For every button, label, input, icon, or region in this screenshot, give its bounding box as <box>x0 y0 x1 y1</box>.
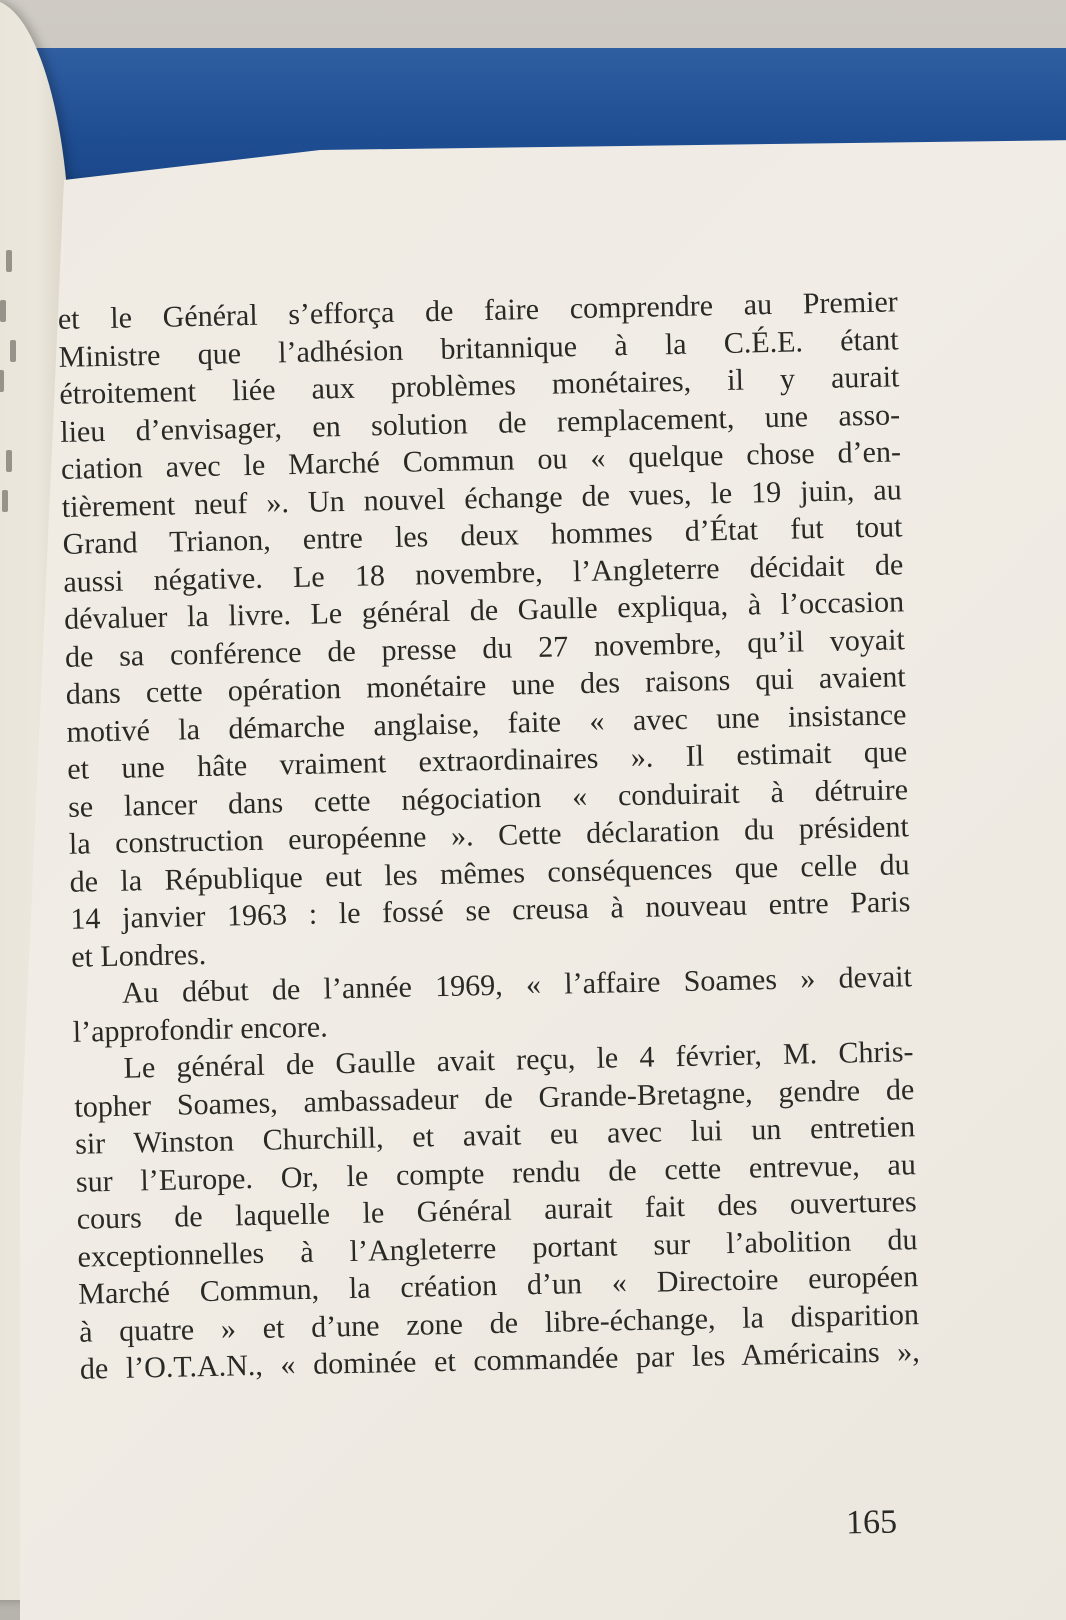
text-line: ciation avec le Marché Commun ou « quelque chose d’en- <box>60 435 902 486</box>
text-line: étroitement liée aux problèmes monétaires, il y aurait <box>59 360 900 411</box>
text-line: et une hâte vraiment extraordinaires ». Il estimait que <box>66 735 908 786</box>
text-line: exceptionnelles à l’Angleterre portant sur l’abolition du <box>77 1222 918 1274</box>
text-line: sur l’Europe. Or, le compte rendu de cette entrevue, au <box>75 1147 917 1199</box>
text-line: à quatre » et d’une zone de libre-échange, la disparition <box>78 1297 920 1349</box>
page-edge-mark <box>6 250 12 272</box>
paragraph-first-line: Au début de l’année 1969, « l’affaire Soames » devait <box>121 960 913 1010</box>
text-line: et le Général s’efforça de faire comprendre au Premier <box>57 285 899 336</box>
text-line: aussi négative. Le 18 novembre, l’Angleterre décidait de <box>63 547 904 599</box>
text-line: 14 janvier 1963 : le fossé se creusa à nouveau entre Paris <box>70 885 911 936</box>
text-line: et Londres. <box>70 937 207 974</box>
text-line: topher Soames, ambassadeur de Grande-Bretagne, gendre de <box>74 1072 915 1124</box>
text-line: dans cette opération monétaire une des raisons qui avaient <box>65 660 906 711</box>
text-line: dévaluer la livre. Le général de Gaulle expliqua, à l’occasion <box>63 585 905 636</box>
text-line: Ministre que l’adhésion britannique à la C.É.E. étant <box>58 322 899 374</box>
text-line: cours de laquelle le Général aurait fait des ouvertures <box>76 1185 917 1236</box>
page-edge-mark <box>6 450 12 472</box>
text-line: tièrement neuf ». Un nouvel échange de vues, le 19 juin, au <box>61 472 903 524</box>
paragraph-first-line: Le général de Gaulle avait reçu, le 4 février, M. Chris- <box>123 1035 914 1085</box>
page-edge-mark <box>10 340 16 362</box>
text-line: motivé la démarche anglaise, faite « avec une insistance <box>66 697 907 749</box>
text-line: l’approfondir encore. <box>72 1009 329 1049</box>
text-line: Marché Commun, la création d’un « Directoire européen <box>77 1260 919 1311</box>
page-edge-mark <box>0 370 4 392</box>
text-line: Grand Trianon, entre les deux hommes d’État fut tout <box>62 510 903 561</box>
text-line: la construction européenne ». Cette déclaration du président <box>68 810 910 861</box>
text-line: sir Winston Churchill, et avait eu avec lui un entretien <box>74 1110 916 1161</box>
text-line: de la République eut les mêmes conséquences que celle du <box>69 847 910 899</box>
text-line: de sa conférence de presse du 27 novembre, qu’il voyait <box>64 622 906 674</box>
page-edge-mark <box>2 490 8 512</box>
page-edge-mark <box>0 300 6 322</box>
text-line: se lancer dans cette négociation « conduirait à détruire <box>67 772 909 824</box>
page-number: 165 <box>845 1503 898 1542</box>
text-line: de l’O.T.A.N., « dominée et commandée par les Américains », <box>79 1335 921 1386</box>
text-line: lieu d’envisager, en solution de remplacement, une asso- <box>59 397 901 449</box>
body-text <box>58 283 921 1388</box>
